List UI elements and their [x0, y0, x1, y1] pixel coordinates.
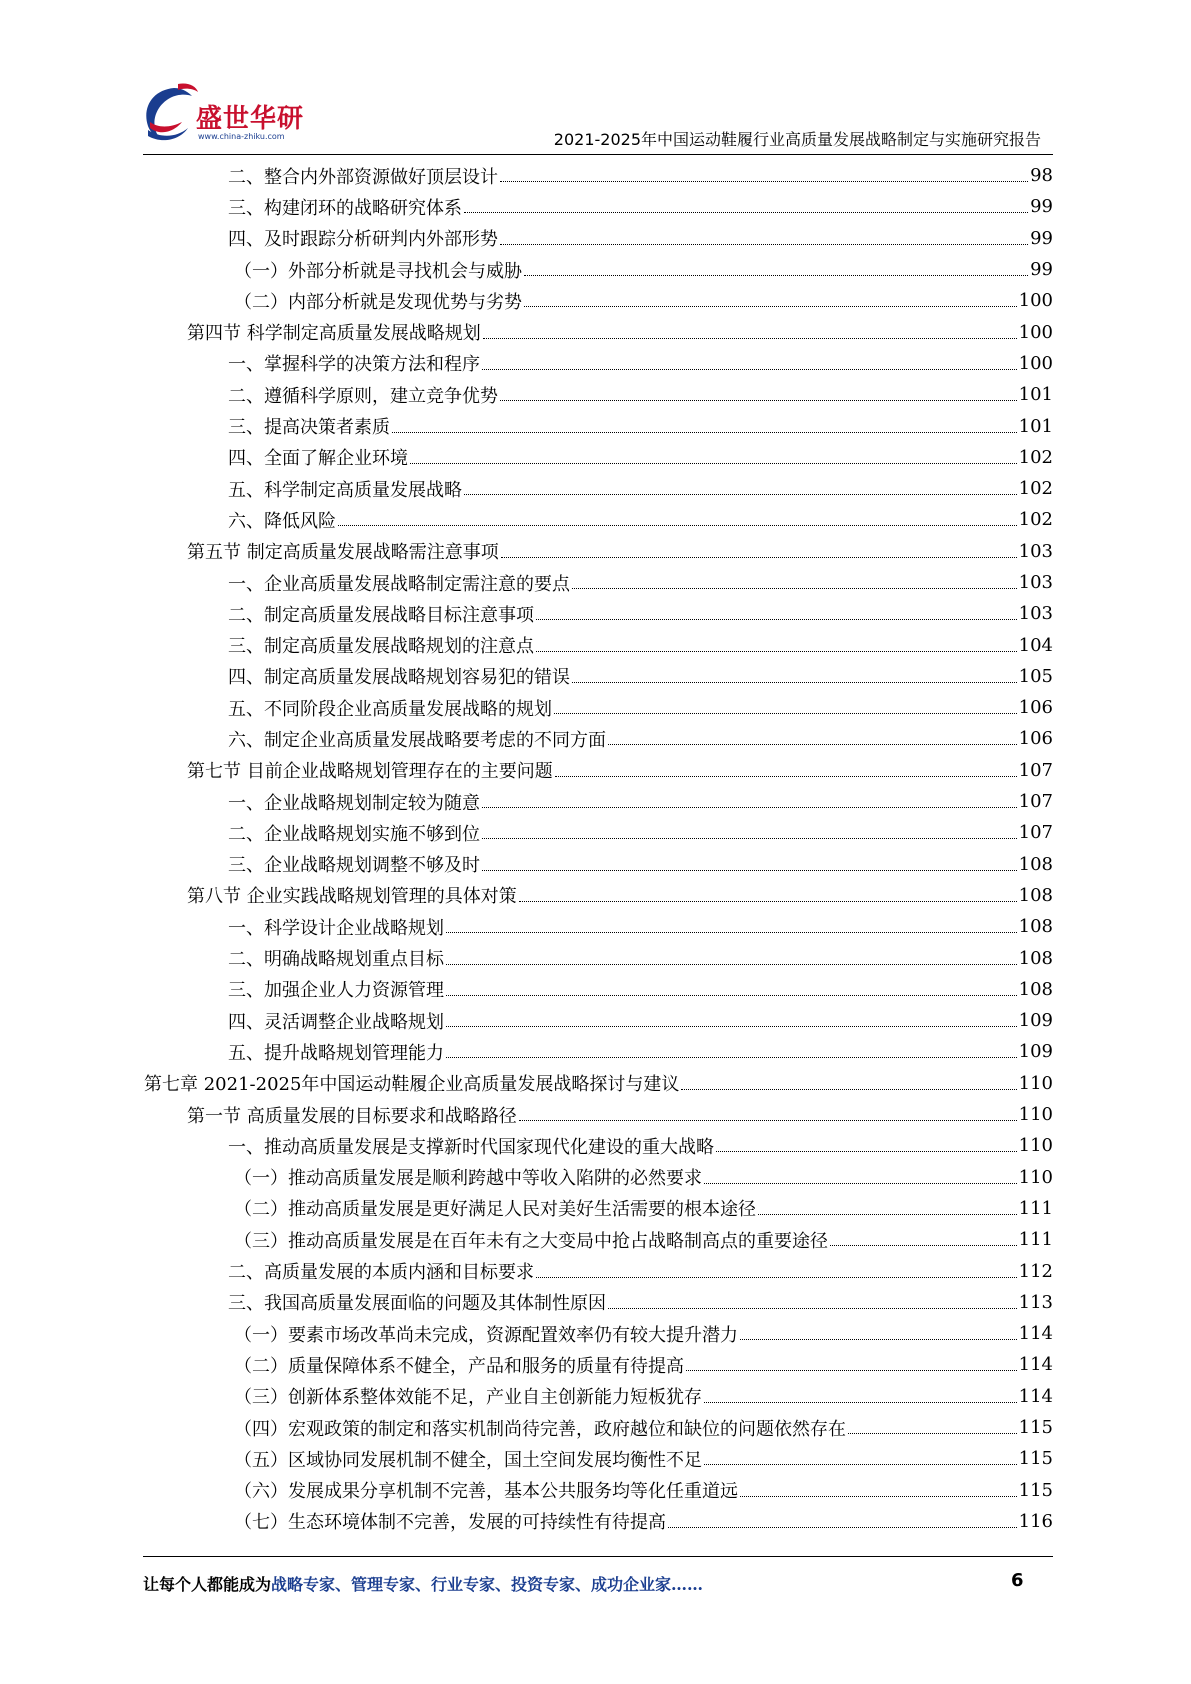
footer-divider	[143, 1556, 1053, 1557]
toc-entry-page: 109	[1018, 1041, 1053, 1063]
toc-entry-label: 二、企业战略规划实施不够到位	[228, 823, 480, 845]
toc-dot-leader	[524, 306, 1017, 307]
toc-entry[interactable]	[0, 1005, 1191, 1036]
toc-dot-leader	[848, 1433, 1017, 1434]
toc-entry[interactable]	[0, 567, 1191, 598]
toc-entry[interactable]	[0, 348, 1191, 379]
toc-entry[interactable]	[0, 1193, 1191, 1224]
footer-slogan-lead: 让每个人都能成为	[143, 1575, 272, 1594]
toc-entry-label: 三、我国高质量发展面临的问题及其体制性原因	[228, 1293, 606, 1315]
toc-dot-leader	[572, 682, 1017, 683]
toc-entry[interactable]	[0, 661, 1191, 692]
toc-entry-label: 二、制定高质量发展战略目标注意事项	[228, 604, 534, 626]
toc-entry-page: 110	[1018, 1166, 1053, 1188]
toc-dot-leader	[482, 870, 1017, 871]
toc-dot-leader	[740, 1339, 1017, 1340]
toc-entry-page: 108	[1018, 916, 1053, 938]
toc-entry-label: 四、及时跟踪分析研判内外部形势	[228, 229, 498, 251]
toc-entry-label: （一）外部分析就是寻找机会与威胁	[234, 260, 522, 282]
toc-entry[interactable]	[0, 191, 1191, 222]
toc-dot-leader	[500, 244, 1028, 245]
toc-entry[interactable]	[0, 598, 1191, 629]
toc-entry-page: 103	[1018, 572, 1053, 593]
toc-entry-page: 108	[1018, 884, 1053, 906]
toc-dot-leader	[758, 1214, 1017, 1215]
toc-entry-page: 101	[1018, 415, 1053, 437]
toc-entry[interactable]	[0, 1255, 1191, 1286]
toc-entry[interactable]	[0, 1068, 1191, 1099]
toc-entry[interactable]	[0, 1443, 1191, 1474]
table-of-contents	[0, 160, 1191, 1537]
toc-entry-page: 102	[1018, 478, 1053, 500]
toc-dot-leader	[716, 1151, 1017, 1152]
toc-entry-page: 99	[1030, 196, 1053, 218]
logo-swoosh-icon	[140, 82, 200, 146]
toc-entry-page: 107	[1018, 791, 1053, 813]
toc-entry[interactable]	[0, 786, 1191, 817]
toc-entry-label: 三、提高决策者素质	[228, 417, 390, 439]
toc-entry-page: 101	[1018, 384, 1053, 406]
toc-entry-label: 一、掌握科学的决策方法和程序	[228, 354, 480, 376]
toc-entry[interactable]	[0, 442, 1191, 473]
toc-dot-leader	[392, 432, 1017, 433]
toc-entry-page: 115	[1018, 1417, 1053, 1439]
toc-entry-page: 107	[1018, 822, 1053, 844]
toc-dot-leader	[500, 181, 1028, 182]
toc-dot-leader	[572, 588, 1017, 589]
toc-entry[interactable]	[0, 1099, 1191, 1130]
toc-dot-leader	[536, 651, 1017, 652]
toc-entry[interactable]	[0, 974, 1191, 1005]
toc-entry[interactable]	[0, 1412, 1191, 1443]
toc-entry-label: 第五节 制定高质量发展战略需注意事项	[187, 542, 499, 564]
toc-entry-label: 一、科学设计企业战略规划	[228, 917, 444, 939]
toc-entry-label: 三、制定高质量发展战略规划的注意点	[228, 636, 534, 658]
toc-entry[interactable]	[0, 379, 1191, 410]
toc-entry[interactable]	[0, 629, 1191, 660]
toc-entry-page: 108	[1018, 947, 1053, 969]
footer-slogan	[143, 1572, 703, 1595]
toc-entry[interactable]	[0, 160, 1191, 191]
toc-entry-label: 一、企业战略规划制定较为随意	[228, 792, 480, 814]
logo-url: www.china-zhiku.com	[198, 132, 285, 141]
page-number: 6	[1011, 1570, 1024, 1591]
toc-entry[interactable]	[0, 254, 1191, 285]
toc-dot-leader	[464, 494, 1017, 495]
toc-entry[interactable]	[0, 410, 1191, 441]
toc-entry-label: （三）推动高质量发展是在百年未有之大变局中抢占战略制高点的重要途径	[234, 1230, 828, 1252]
toc-entry[interactable]	[0, 285, 1191, 316]
toc-dot-leader	[446, 1057, 1017, 1058]
toc-dot-leader	[686, 1370, 1017, 1371]
toc-entry-page: 100	[1018, 321, 1053, 343]
toc-dot-leader	[446, 995, 1017, 996]
toc-dot-leader	[608, 1308, 1017, 1309]
toc-entry-page: 115	[1018, 1479, 1053, 1501]
toc-dot-leader	[500, 400, 1017, 401]
toc-entry[interactable]	[0, 223, 1191, 254]
toc-dot-leader	[446, 964, 1017, 965]
toc-entry-page: 115	[1018, 1448, 1053, 1470]
toc-dot-leader	[338, 525, 1017, 526]
toc-entry-label: 二、整合内外部资源做好顶层设计	[228, 166, 498, 188]
toc-entry-page: 111	[1018, 1197, 1053, 1219]
toc-entry-label: （四）宏观政策的制定和落实机制尚待完善，政府越位和缺位的问题依然存在	[234, 1418, 846, 1440]
toc-entry[interactable]	[0, 504, 1191, 535]
toc-dot-leader	[536, 1277, 1017, 1278]
toc-entry[interactable]	[0, 536, 1191, 567]
toc-dot-leader	[446, 1026, 1017, 1027]
toc-entry-page: 108	[1018, 853, 1053, 875]
toc-dot-leader	[555, 776, 1017, 777]
toc-entry-label: 六、制定企业高质量发展战略要考虑的不同方面	[228, 729, 606, 751]
toc-entry-page: 109	[1018, 1010, 1053, 1032]
toc-entry-label: 四、制定高质量发展战略规划容易犯的错误	[228, 667, 570, 689]
toc-entry[interactable]	[0, 1287, 1191, 1318]
toc-dot-leader	[554, 713, 1017, 714]
toc-dot-leader	[446, 932, 1017, 933]
toc-entry-page: 103	[1018, 603, 1053, 625]
toc-entry-page: 116	[1018, 1510, 1053, 1532]
toc-entry[interactable]	[0, 316, 1191, 347]
toc-entry-label: 第七节 目前企业战略规划管理存在的主要问题	[187, 761, 553, 783]
toc-entry-label: 一、推动高质量发展是支撑新时代国家现代化建设的重大战略	[228, 1136, 714, 1158]
toc-entry[interactable]	[0, 1381, 1191, 1412]
toc-entry-page: 107	[1018, 759, 1053, 781]
toc-entry-label: 第四节 科学制定高质量发展战略规划	[187, 323, 481, 345]
toc-entry-page: 98	[1030, 165, 1053, 187]
toc-entry[interactable]	[0, 473, 1191, 504]
toc-entry[interactable]	[0, 692, 1191, 723]
toc-entry-page: 110	[1018, 1104, 1053, 1126]
toc-entry-label: 五、不同阶段企业高质量发展战略的规划	[228, 698, 552, 720]
toc-entry-page: 104	[1018, 634, 1053, 656]
toc-entry-page: 99	[1030, 259, 1053, 281]
toc-entry-page: 100	[1018, 290, 1053, 312]
toc-entry-page: 112	[1018, 1260, 1053, 1282]
toc-entry-label: （七）生态环境体制不完善，发展的可持续性有待提高	[234, 1512, 666, 1534]
toc-dot-leader	[740, 1496, 1017, 1497]
toc-entry-page: 106	[1018, 728, 1053, 750]
toc-dot-leader	[482, 807, 1017, 808]
toc-entry[interactable]	[0, 880, 1191, 911]
toc-entry-page: 113	[1018, 1291, 1053, 1313]
toc-entry-label: 六、降低风险	[228, 510, 336, 532]
toc-dot-leader	[704, 1464, 1017, 1465]
toc-entry-label: （一）推动高质量发展是顺利跨越中等收入陷阱的必然要求	[234, 1168, 702, 1190]
toc-entry[interactable]	[0, 942, 1191, 973]
toc-entry[interactable]	[0, 755, 1191, 786]
toc-entry-label: 三、加强企业人力资源管理	[228, 980, 444, 1002]
toc-entry[interactable]	[0, 817, 1191, 848]
toc-dot-leader	[410, 463, 1017, 464]
toc-entry-page: 108	[1018, 978, 1053, 1000]
toc-entry-label: 三、企业战略规划调整不够及时	[228, 855, 480, 877]
toc-entry[interactable]	[0, 1349, 1191, 1380]
toc-entry-label: （二）推动高质量发展是更好满足人民对美好生活需要的根本途径	[234, 1199, 756, 1221]
toc-entry-page: 102	[1018, 509, 1053, 531]
toc-entry-label: （二）内部分析就是发现优势与劣势	[234, 291, 522, 313]
toc-dot-leader	[482, 369, 1017, 370]
toc-dot-leader	[704, 1402, 1017, 1403]
toc-entry[interactable]	[0, 1474, 1191, 1505]
logo-name: 盛世华研	[196, 104, 305, 134]
toc-entry-page: 99	[1030, 227, 1053, 249]
toc-entry[interactable]	[0, 849, 1191, 880]
toc-dot-leader	[482, 838, 1017, 839]
toc-entry-page: 103	[1018, 540, 1053, 562]
toc-dot-leader	[483, 338, 1017, 339]
footer-slogan-highlight: 战略专家、管理专家、行业专家、投资专家、成功企业家……	[271, 1575, 704, 1594]
toc-entry[interactable]	[0, 911, 1191, 942]
toc-dot-leader	[681, 1089, 1016, 1090]
toc-entry-label: 二、遵循科学原则，建立竞争优势	[228, 385, 498, 407]
toc-entry-page: 110	[1018, 1072, 1053, 1094]
toc-entry[interactable]	[0, 1318, 1191, 1349]
toc-dot-leader	[668, 1527, 1017, 1528]
toc-entry-label: 一、企业高质量发展战略制定需注意的要点	[228, 573, 570, 595]
report-title: 2021-2025年中国运动鞋履行业高质量发展战略制定与实施研究报告	[553, 130, 1041, 149]
toc-entry-label: 二、明确战略规划重点目标	[228, 949, 444, 971]
toc-entry-label: 五、提升战略规划管理能力	[228, 1042, 444, 1064]
toc-entry-label: （六）发展成果分享机制不完善，基本公共服务均等化任重道远	[234, 1481, 738, 1503]
toc-entry[interactable]	[0, 1162, 1191, 1193]
toc-entry-label: 第七章 2021-2025年中国运动鞋履企业高质量发展战略探讨与建议	[144, 1074, 680, 1096]
toc-entry-label: 第八节 企业实践战略规划管理的具体对策	[187, 886, 517, 908]
toc-entry[interactable]	[0, 1130, 1191, 1161]
toc-entry-page: 102	[1018, 446, 1053, 468]
toc-dot-leader	[519, 1120, 1017, 1121]
toc-entry-page: 100	[1018, 352, 1053, 374]
toc-entry[interactable]	[0, 723, 1191, 754]
toc-entry[interactable]	[0, 1224, 1191, 1255]
toc-entry-label: 第一节 高质量发展的目标要求和战略路径	[187, 1105, 517, 1127]
toc-dot-leader	[608, 744, 1017, 745]
toc-entry-label: 四、灵活调整企业战略规划	[228, 1011, 444, 1033]
toc-entry[interactable]	[0, 1506, 1191, 1537]
toc-entry-page: 105	[1018, 665, 1053, 687]
toc-dot-leader	[464, 212, 1028, 213]
toc-entry-page: 110	[1018, 1135, 1053, 1157]
company-logo	[140, 82, 340, 152]
toc-dot-leader	[501, 557, 1017, 558]
toc-entry-page: 111	[1018, 1229, 1053, 1251]
toc-entry-page: 114	[1018, 1354, 1053, 1376]
toc-entry-label: （三）创新体系整体效能不足，产业自主创新能力短板犹存	[234, 1387, 702, 1409]
toc-entry-label: 四、全面了解企业环境	[228, 448, 408, 470]
toc-entry-label: 二、高质量发展的本质内涵和目标要求	[228, 1262, 534, 1284]
toc-entry-label: （五）区域协同发展机制不健全，国土空间发展均衡性不足	[234, 1449, 702, 1471]
toc-entry-page: 106	[1018, 697, 1053, 719]
toc-dot-leader	[830, 1245, 1017, 1246]
toc-dot-leader	[524, 275, 1028, 276]
toc-entry-page: 114	[1018, 1385, 1053, 1407]
toc-entry-page: 114	[1018, 1323, 1053, 1345]
toc-dot-leader	[519, 901, 1017, 902]
toc-entry-label: （一）要素市场改革尚未完成，资源配置效率仍有较大提升潜力	[234, 1324, 738, 1346]
toc-entry-label: （二）质量保障体系不健全，产品和服务的质量有待提高	[234, 1355, 684, 1377]
toc-entry[interactable]	[0, 1036, 1191, 1067]
toc-dot-leader	[536, 619, 1017, 620]
toc-entry-label: 三、构建闭环的战略研究体系	[228, 197, 462, 219]
toc-dot-leader	[704, 1183, 1017, 1184]
header-divider	[143, 154, 1053, 155]
toc-entry-label: 五、科学制定高质量发展战略	[228, 479, 462, 501]
